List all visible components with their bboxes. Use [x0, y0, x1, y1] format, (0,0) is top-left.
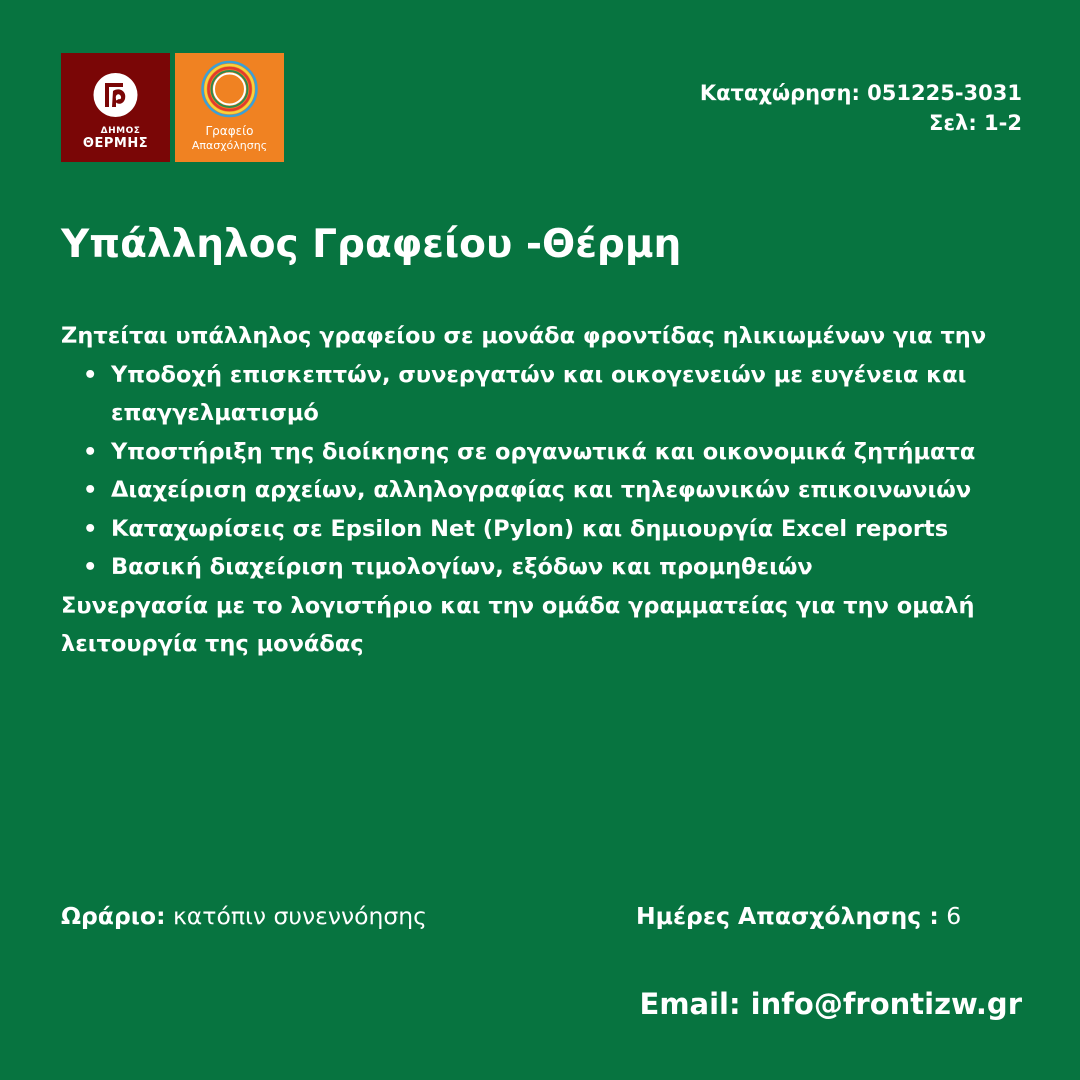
closing-text: Συνεργασία με το λογιστήριο και την ομάδα γραμματείας για την ομαλή λειτουργία της μονάδας — [61, 592, 975, 657]
grafeio-apasxolisis-logo — [175, 53, 284, 162]
intro-text: Ζητείται υπάλληλος γραφείου σε μονάδα φροντίδας ηλικιωμένων για την — [61, 323, 987, 349]
registry-number: Καταχώρηση: 051225-3031 — [699, 81, 1022, 105]
grafeio-label-line2: Απασχόλησης — [191, 139, 268, 152]
duty-item — [61, 433, 1011, 472]
job-description — [61, 317, 1021, 664]
duty-text: Βασική διαχείριση τιμολογίων, εξόδων και προμηθειών — [111, 554, 813, 580]
bullet-icon: • — [83, 438, 98, 465]
duty-item — [61, 471, 1011, 510]
page-indicator: Σελ: 1-2 — [929, 111, 1022, 135]
duty-item — [61, 510, 1011, 549]
dimos-label-small: ΔΗΜΟΣ — [100, 126, 141, 136]
bullet-icon: • — [83, 477, 98, 503]
schedule-label: Ωράριο: — [61, 902, 166, 930]
bullet-icon: • — [83, 515, 98, 542]
job-title: Υπάλληλος Γραφείου -Θέρμη — [61, 222, 682, 267]
bullet-icon: • — [83, 554, 98, 580]
bullet-icon: • — [83, 361, 98, 388]
work-days — [636, 896, 961, 936]
duty-item — [61, 548, 1011, 587]
duty-text: Υποδοχή επισκεπτών, συνεργατών και οικογενειών με ευγένεια και επαγγελματισμό — [111, 361, 967, 426]
duty-text: Υποστήριξη της διοίκησης σε οργανωτικά και οικονομικά ζητήματα — [111, 438, 976, 465]
work-days-value: 6 — [946, 902, 962, 930]
schedule-value: κατόπιν συνεννόησης — [172, 902, 427, 930]
dimos-thermis-logo — [61, 53, 170, 162]
grafeio-label-line1: Γραφείο — [205, 124, 254, 138]
work-days-label: Ημέρες Απασχόλησης : — [636, 902, 939, 930]
duties-list — [61, 356, 1021, 587]
duty-item — [61, 356, 1011, 433]
duty-text: Καταχωρίσεις σε Epsilon Net (Pylon) και δημιουργία Excel reports — [111, 515, 949, 542]
duty-text: Διαχείριση αρχείων, αλληλογραφίας και τηλεφωνικών επικοινωνιών — [111, 477, 972, 503]
schedule — [61, 896, 427, 936]
registry-info — [700, 78, 1022, 138]
contact-email[interactable]: Email: info@frontizw.gr — [639, 987, 1022, 1021]
dimos-label-big: ΘΕΡΜΗΣ — [82, 136, 149, 151]
